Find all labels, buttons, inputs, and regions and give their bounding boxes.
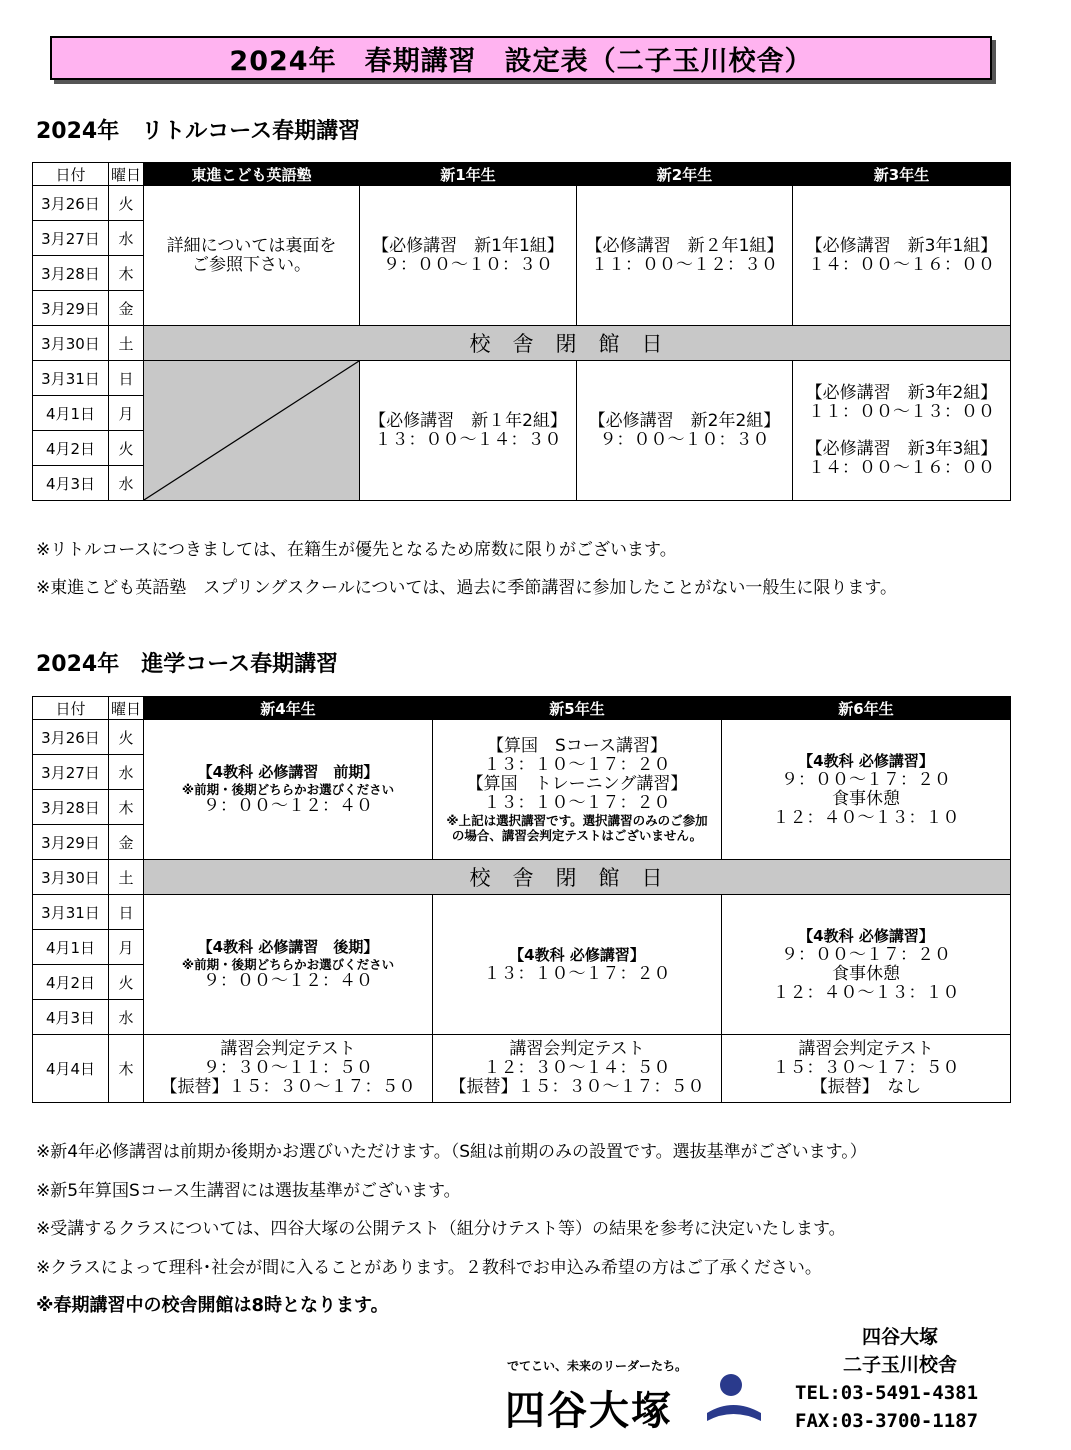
table-header-row [33, 163, 1011, 186]
date-cell: 4月1日 [33, 396, 109, 431]
makeup-time: 【振替】１５：３０～１７：５０ [449, 1077, 705, 1097]
session-note: の場合、講習会判定テストはございません。 [451, 827, 703, 843]
dow-cell: 木 [109, 1035, 144, 1103]
table-row [33, 895, 1011, 930]
header-english: 東進こども英語塾 [144, 163, 360, 186]
date-cell: 4月4日 [33, 1035, 109, 1103]
header-grade5: 新5年生 [433, 697, 722, 720]
date-cell: 4月1日 [33, 930, 109, 965]
header-grade6: 新6年生 [722, 697, 1011, 720]
opening-time-note: ※春期講習中の校舎開館は8時となります。 [36, 1295, 389, 1316]
header-date: 日付 [33, 697, 109, 720]
table-row [33, 186, 1011, 221]
dow-cell: 火 [109, 965, 144, 1000]
meal-break-label: 食事休憩 [832, 963, 900, 984]
grade4-test-cell [144, 1035, 433, 1103]
session-time: １４：００～１６：００ [808, 457, 995, 478]
header-grade2: 新2年生 [577, 163, 793, 186]
logo-wordmark: 四谷大塚 [505, 1388, 673, 1434]
shingaku-note-2: ※新5年算国Sコース生講習には選抜基準がございます。 [36, 1181, 461, 1201]
page-title: 2024年 春期講習 設定表（二子玉川校舎） [50, 36, 992, 80]
english-course-cell [144, 186, 360, 326]
session-time: ９：００～１２：４０ [203, 971, 373, 991]
branch-name: 二子玉川校舎 [842, 1354, 957, 1376]
table-row [33, 720, 1011, 755]
dow-cell: 火 [109, 186, 144, 221]
meal-break-time: １２：４０～１３：１０ [772, 982, 960, 1003]
shingaku-note-3: ※受講するクラスについては、四谷大塚の公開テスト（組分けテスト等）の結果を参考に決定いたします。 [36, 1219, 846, 1239]
grade3-session2-cell [793, 361, 1011, 501]
dow-cell: 土 [109, 326, 144, 361]
little-course-table [32, 162, 1011, 501]
no-session-cell [144, 361, 360, 501]
table-row [33, 361, 1011, 396]
dow-cell: 月 [109, 396, 144, 431]
grade1-session1-cell [360, 186, 577, 326]
shingaku-note-4: ※クラスによって理科･社会が間に入ることがあります。２教科でお申込み希望の方はご了承ください。 [36, 1258, 822, 1278]
contact-block [795, 1323, 1005, 1435]
date-cell: 4月3日 [33, 1000, 109, 1035]
header-date: 日付 [33, 163, 109, 186]
session-time: ９：００～１０：３０ [383, 254, 553, 275]
session-time: ９：００～１７：２０ [781, 769, 951, 790]
shingaku-course-table [32, 696, 1011, 1103]
session-time: １３：１０～１７：２０ [483, 963, 671, 984]
session-time: １３：１０～１７：２０ [483, 754, 671, 775]
session-time: １３：１０～１７：２０ [483, 792, 671, 813]
table-header-row [33, 697, 1011, 720]
fax-number: FAX:03-3700-1187 [795, 1410, 979, 1432]
table-row [33, 326, 1011, 361]
date-cell: 3月26日 [33, 720, 109, 755]
shingaku-note-1: ※新4年必修講習は前期か後期かお選びいただけます。（S組は前期のみの設置です。選抜基準がございます。） [36, 1142, 867, 1162]
test-label: 講習会判定テスト [798, 1039, 934, 1059]
session-time: １３：００～１４：３０ [374, 429, 562, 450]
dow-cell: 火 [109, 720, 144, 755]
table-row [33, 860, 1011, 895]
session-time: ９：００～１２：４０ [203, 796, 373, 816]
header-grade1: 新1年生 [360, 163, 577, 186]
grade2-session1-cell [577, 186, 793, 326]
date-cell: 3月30日 [33, 860, 109, 895]
session-label: 【4教科 必修講習】 [509, 945, 645, 964]
session-label: 【必修講習 新3年2組】 [805, 382, 998, 403]
date-cell: 3月28日 [33, 256, 109, 291]
session-label: 【必修講習 新１年2組】 [369, 410, 567, 431]
makeup-time: 【振替】 なし [810, 1077, 922, 1097]
session-label: 【必修講習 新3年1組】 [805, 235, 998, 256]
date-cell: 3月28日 [33, 790, 109, 825]
session-note: ※上記は選択講習です。選択講習のみのご参加 [446, 812, 708, 828]
session-label: 【4教科 必修講習】 [798, 926, 934, 945]
grade1-session2-cell [360, 361, 577, 501]
dow-cell: 水 [109, 466, 144, 501]
test-label: 講習会判定テスト [509, 1039, 645, 1059]
dow-cell: 月 [109, 930, 144, 965]
date-cell: 4月3日 [33, 466, 109, 501]
header-dow: 曜日 [109, 163, 144, 186]
dow-cell: 日 [109, 895, 144, 930]
session-label: 【算国 トレーニング講習】 [466, 773, 688, 794]
little-note-2: ※東進こども英語塾 スプリングスクールについては、過去に季節講習に参加したことがない一般生に限ります。 [36, 578, 898, 598]
test-time: ９：３０～１１：５０ [203, 1058, 373, 1078]
session-label: 【必修講習 新2年2組】 [588, 410, 781, 431]
session-time: １１：００～１３：００ [808, 401, 995, 422]
test-time: １２：３０～１４：５０ [483, 1058, 671, 1078]
table-row [33, 1035, 1011, 1103]
session-label: 【4教科 必修講習 後期】 [197, 938, 379, 956]
session-time: １１：００～１２：３０ [591, 254, 778, 275]
date-cell: 3月27日 [33, 755, 109, 790]
date-cell: 3月29日 [33, 291, 109, 326]
dow-cell: 水 [109, 755, 144, 790]
grade3-session1-cell [793, 186, 1011, 326]
dow-cell: 金 [109, 825, 144, 860]
test-time: １５：３０～１７：５０ [772, 1058, 960, 1078]
little-course-title: 2024年 リトルコース春期講習 [36, 119, 361, 144]
date-cell: 3月29日 [33, 825, 109, 860]
dow-cell: 日 [109, 361, 144, 396]
session-time: ９：００～１７：２０ [781, 944, 951, 965]
header-grade3: 新3年生 [793, 163, 1011, 186]
grade6-test-cell [722, 1035, 1011, 1103]
session-time: ９：００～１０：３０ [599, 429, 770, 450]
shingaku-course-title: 2024年 進学コース春期講習 [36, 652, 339, 677]
dow-cell: 木 [109, 790, 144, 825]
session-note: ※前期・後期どちらかお選びください [181, 957, 395, 972]
grade5-session2-cell [433, 895, 722, 1035]
closed-day-cell: 校舎閉館日 [144, 326, 1011, 361]
session-note: ※前期・後期どちらかお選びください [181, 782, 395, 797]
header-dow: 曜日 [109, 697, 144, 720]
session-label: 【必修講習 新２年1組】 [585, 235, 784, 256]
session-label: 【4教科 必修講習】 [798, 751, 934, 770]
header-grade4: 新4年生 [144, 697, 433, 720]
english-note-line2: ご参照下さい。 [192, 254, 311, 275]
date-cell: 4月2日 [33, 431, 109, 466]
phone-number: TEL:03-5491-4381 [795, 1382, 979, 1404]
yotsuya-otsuka-logo [505, 1355, 775, 1435]
grade5-test-cell [433, 1035, 722, 1103]
meal-break-time: １２：４０～１３：１０ [772, 807, 960, 828]
dow-cell: 水 [109, 1000, 144, 1035]
dow-cell: 木 [109, 256, 144, 291]
logo-tagline: でてこい、未来のリーダーたち。 [507, 1359, 688, 1373]
closed-day-cell: 校舎閉館日 [144, 860, 1011, 895]
grade2-session2-cell [577, 361, 793, 501]
logo-mark-icon [703, 1367, 765, 1429]
test-label: 講習会判定テスト [220, 1039, 356, 1059]
date-cell: 3月30日 [33, 326, 109, 361]
diagonal-line-icon [144, 361, 359, 500]
grade6-session2-cell [722, 895, 1011, 1035]
date-cell: 3月27日 [33, 221, 109, 256]
session-label: 【算国 Sコース講習】 [487, 735, 667, 756]
date-cell: 4月2日 [33, 965, 109, 1000]
school-name: 四谷大塚 [861, 1326, 938, 1348]
session-label: 【必修講習 新1年1組】 [372, 235, 564, 256]
grade4-session1-cell [144, 720, 433, 860]
dow-cell: 火 [109, 431, 144, 466]
makeup-time: 【振替】１５：３０～１７：５０ [160, 1077, 416, 1097]
grade4-session2-cell [144, 895, 433, 1035]
english-note-line1: 詳細については裏面を [166, 235, 337, 256]
little-note-1: ※リトルコースにつきましては、在籍生が優先となるため席数に限りがございます。 [36, 540, 677, 560]
dow-cell: 土 [109, 860, 144, 895]
meal-break-label: 食事休憩 [832, 788, 900, 809]
grade6-session1-cell [722, 720, 1011, 860]
date-cell: 3月26日 [33, 186, 109, 221]
date-cell: 3月31日 [33, 361, 109, 396]
dow-cell: 水 [109, 221, 144, 256]
session-label: 【4教科 必修講習 前期】 [197, 763, 379, 781]
grade5-session1-cell [433, 720, 722, 860]
session-label: 【必修講習 新3年3組】 [805, 438, 998, 459]
dow-cell: 金 [109, 291, 144, 326]
session-time: １４：００～１６：００ [808, 254, 995, 275]
date-cell: 3月31日 [33, 895, 109, 930]
